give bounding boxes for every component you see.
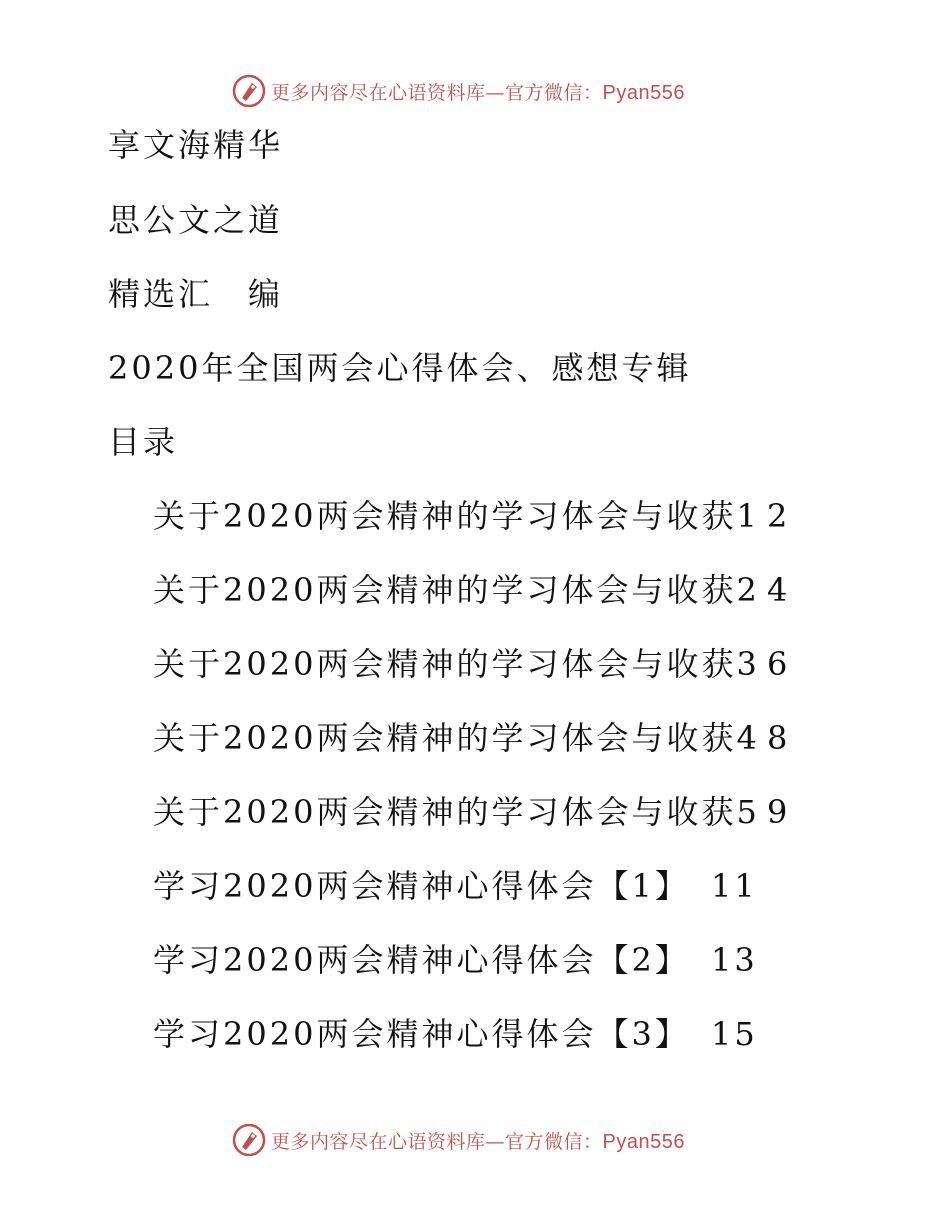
toc-entry-page: 4 bbox=[767, 571, 791, 609]
toc-entry-title: 学习2020两会精神心得体会【3】 bbox=[153, 1015, 690, 1053]
toc-entry-page: 9 bbox=[767, 793, 791, 831]
toc-entry[interactable] bbox=[153, 940, 833, 980]
wechat-id: Pyan556 bbox=[602, 1130, 685, 1153]
toc-entry-page: 15 bbox=[711, 1015, 758, 1053]
banner-text: 更多内容尽在心语资料库—官方微信：Pyan556 bbox=[271, 81, 685, 104]
toc-heading: 目录 bbox=[108, 423, 179, 461]
wechat-id: Pyan556 bbox=[602, 81, 685, 104]
toc-entry[interactable] bbox=[153, 792, 833, 832]
toc-entry-title: 学习2020两会精神心得体会【1】 bbox=[153, 867, 690, 905]
heading-line-3: 精选汇 编 bbox=[108, 275, 284, 313]
toc-entry-page: 6 bbox=[767, 645, 791, 683]
document-title: 2020年全国两会心得体会、感想专辑 bbox=[108, 349, 692, 387]
toc-entry-page: 8 bbox=[767, 719, 791, 757]
toc-entry[interactable] bbox=[153, 866, 833, 906]
toc-entry-title: 关于2020两会精神的学习体会与收获2 bbox=[153, 571, 760, 609]
toc-entry-page: 11 bbox=[711, 867, 758, 905]
footer-banner bbox=[232, 1120, 685, 1160]
toc-entry-title: 关于2020两会精神的学习体会与收获5 bbox=[153, 793, 760, 831]
toc-entry-title: 关于2020两会精神的学习体会与收获1 bbox=[153, 497, 760, 535]
pen-logo-icon bbox=[232, 1123, 266, 1157]
heading-line-1: 享文海精华 bbox=[108, 126, 284, 164]
toc-entry[interactable] bbox=[153, 644, 833, 684]
toc-entry-title: 学习2020两会精神心得体会【2】 bbox=[153, 941, 690, 979]
toc-entry[interactable] bbox=[153, 718, 833, 758]
pen-logo-icon bbox=[232, 74, 266, 108]
toc-entry-title: 关于2020两会精神的学习体会与收获3 bbox=[153, 645, 760, 683]
toc-entry-title: 关于2020两会精神的学习体会与收获4 bbox=[153, 719, 760, 757]
toc-entry-page: 13 bbox=[711, 941, 758, 979]
toc-entry[interactable] bbox=[153, 496, 833, 536]
banner-text: 更多内容尽在心语资料库—官方微信：Pyan556 bbox=[271, 1130, 685, 1153]
toc-entry-page: 2 bbox=[767, 497, 791, 535]
toc-entry[interactable] bbox=[153, 570, 833, 610]
heading-line-2: 思公文之道 bbox=[108, 201, 284, 239]
header-banner bbox=[232, 71, 685, 111]
toc-entry[interactable] bbox=[153, 1014, 833, 1054]
